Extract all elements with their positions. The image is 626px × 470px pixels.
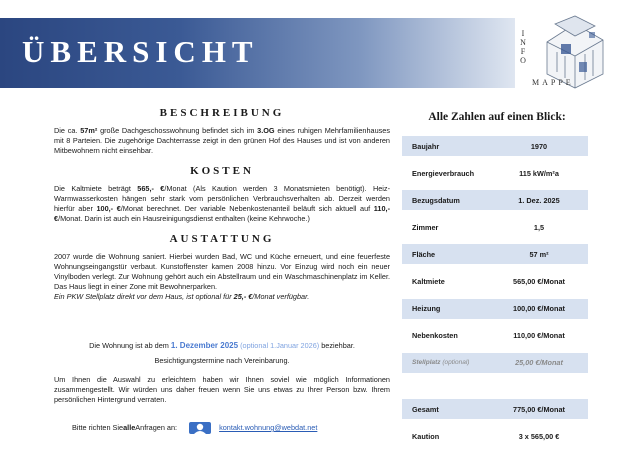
totals-table [402, 399, 588, 453]
fact-value: 565,00 €/Monat [513, 276, 565, 286]
email-link[interactable]: kontakt.wohnung@webdat.net [219, 423, 318, 432]
fact-row-baujahr [402, 136, 588, 156]
help-text: Um Ihnen die Auswahl zu erleichtern haben wir Ihnen soviel wie möglich Informationen zusammengestellt. Wir würden uns daher freuen wenn Sie uns etwas zu Ihrer Person bzw. Ihrem persönlichen Hintergrund verraten. [54, 375, 390, 404]
fact-value: 115 kW/m²a [519, 168, 559, 178]
ausstattung-heading: AUSTATTUNG [169, 233, 275, 245]
fact-value: 1,5 [533, 222, 545, 232]
logo-letter: N [520, 38, 526, 47]
optional-date: (optional 1.Januar 2026) [238, 341, 320, 350]
fact-value: 110,00 €/Monat [513, 331, 565, 341]
fact-row-bezugsdatum [402, 190, 588, 210]
fact-row-stellplatz [402, 353, 588, 373]
description-column [54, 108, 390, 302]
text-fragment: /Monat (Als Kaution werden 3 Monatsmieten benötigt). Heiz- Warmwasserkosten hängen sehr stark vom persönlichen Verbrauchsverhalten ab. Derzeit werden hierfür aber [54, 184, 390, 213]
floor-value: 3.OG [257, 126, 275, 135]
availability-line [54, 340, 390, 351]
total-label: Gesamt [412, 404, 439, 414]
fact-label: Zimmer [412, 222, 439, 232]
page-title: ÜBERSICHT [22, 34, 259, 69]
viewing-note: Besichtigungstermine nach Vereinbarung. [154, 356, 290, 365]
beschreibung-text [54, 126, 390, 156]
kosten-text [54, 184, 390, 224]
header-banner [0, 18, 515, 88]
text-fragment: große Dachgeschosswohnung befindet sich im [97, 126, 258, 135]
logo-letter: O [520, 56, 526, 65]
text-fragment: alle [123, 423, 136, 432]
fact-row-energie [402, 163, 588, 183]
text-fragment: eines ruhigen Mehrfamilienhauses mit 8 Parteien. Die zugehörige Dachterrasse zeigt in den grünen Hof des Hauses und ist von anderen Mitbewohnern nicht einsehbar. [54, 126, 390, 155]
fact-label: Fläche [412, 249, 436, 259]
text-fragment: Anfragen an: [135, 423, 178, 432]
move-in-date: 1. Dezember 2025 [170, 341, 239, 350]
fact-label: Bezugsdatum [412, 195, 460, 205]
fact-label: Baujahr [412, 141, 440, 151]
total-row-kaution [402, 426, 588, 446]
text-fragment: beziehbar. [319, 341, 355, 350]
total-row-gesamt [402, 399, 588, 419]
fact-row-zimmer [402, 217, 588, 237]
fact-value: 25,00 €/Monat [515, 358, 563, 368]
flat-size: 57m² [80, 126, 98, 135]
text-fragment: Stellplatz [412, 359, 441, 367]
fact-row-nebenkosten [402, 326, 588, 346]
text-fragment: /Monat berechnet. Der variable Nebenkostenanteil beläuft sich aktuell auf [120, 204, 374, 213]
facts-heading: Alle Zahlen auf einen Blick: [428, 111, 566, 123]
text-fragment: Die Wohnung ist ab dem [89, 341, 171, 350]
fact-row-heizung [402, 299, 588, 319]
text-fragment: Die Kaltmiete beträgt [54, 184, 138, 193]
availability-block [54, 340, 390, 366]
text-fragment: /Monat. Darin ist auch ein Hausreinigungsdienst enthalten (keine Kehrwoche.) [58, 214, 310, 223]
fact-value: 1970 [530, 141, 548, 151]
text-fragment: /Monat verfügbar. [252, 292, 310, 301]
fact-row-kaltmiete [402, 271, 588, 291]
fact-value: 57 m² [529, 249, 549, 259]
fact-label: Nebenkosten [412, 331, 458, 341]
fact-value: 1. Dez. 2025 [518, 195, 560, 205]
fact-row-flaeche [402, 244, 588, 264]
extra-costs-value: 110,- € [54, 204, 391, 223]
contact-line [72, 421, 317, 435]
ausstattung-text: 2007 wurde die Wohnung saniert. Hierbei wurden Bad, WC und Küche erneuert, und eine feuerfeste Wohnungseingangstür verbaut. Kunstoffenster kamen 2008 hinzu. Vor Einzug wird noch ein neuer Vinylboden verlegt. Zur Wohnung gehört auch ein Abstellraum und ein Waschmaschinenplatz im Keller. Das Haus liegt in einer Zone mit Bewohnerparken. [54, 252, 390, 291]
text-fragment: Bitte richten Sie [72, 423, 124, 432]
logo-letter: F [520, 47, 526, 56]
optional-note: (optional) [442, 359, 470, 367]
logo-word: MAPPE [532, 78, 574, 87]
beschreibung-heading: BESCHREIBUNG [159, 107, 285, 119]
logo-letters [518, 29, 528, 65]
mail-icon [189, 421, 211, 435]
facts-table [402, 136, 588, 380]
logo-letter: I [521, 29, 525, 38]
text-fragment: Ein PKW Stellplatz direkt vor dem Haus, ist optional für [54, 292, 234, 301]
fact-label [402, 359, 490, 366]
fact-label: Energieverbrauch [412, 168, 475, 178]
fact-label: Kaltmiete [412, 276, 445, 286]
total-label: Kaution [412, 431, 440, 441]
parking-price: 25,- € [233, 292, 253, 301]
total-value: 3 x 565,00 € [518, 431, 560, 441]
heating-value: 100,- € [96, 204, 121, 213]
parking-text [54, 292, 390, 302]
fact-label: Heizung [412, 304, 441, 314]
rent-value: 565,- € [137, 184, 165, 193]
kosten-heading: KOSTEN [190, 165, 254, 177]
fact-value: 100,00 €/Monat [513, 304, 565, 314]
text-fragment: Die ca. [54, 126, 81, 135]
total-value: 775,00 €/Monat [513, 404, 565, 414]
